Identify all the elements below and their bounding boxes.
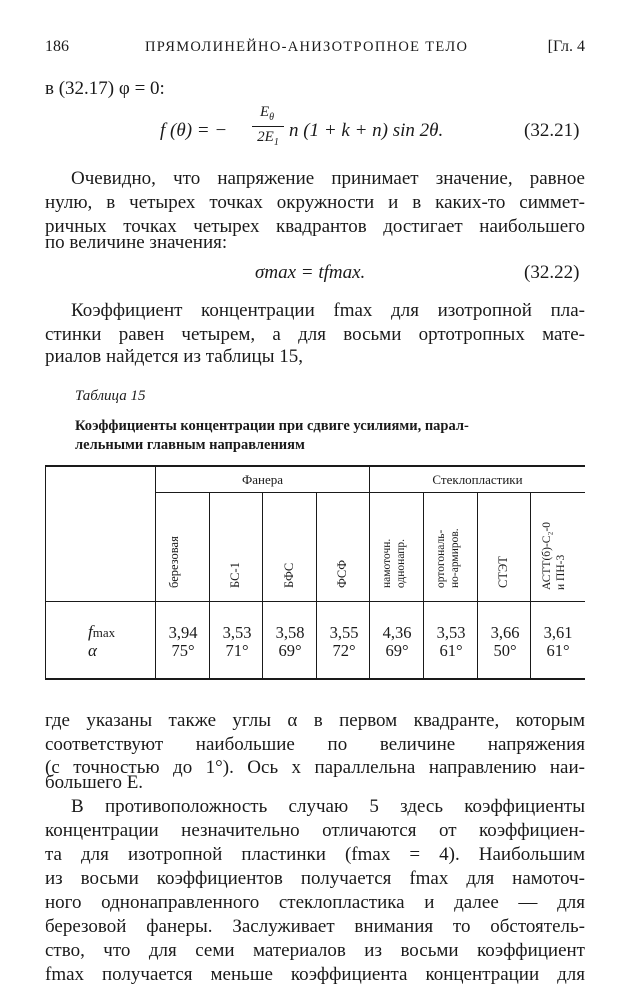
eq1-fraction-denominator: $2E_1$ [257,129,279,148]
intro-line: в (32.17) φ = 0: [45,78,165,99]
cell-alpha: 61° [546,641,570,660]
chapter-marker: [Гл. 4 [547,38,585,55]
para4-line: ного однонаправленного стеклопластика и далее — для [45,892,585,913]
para2-line: Коэффициент концентрации fmax для изотропной пла- [71,300,585,321]
group-header-fiberglass: Стеклопластики [432,472,523,487]
table-caption-line: Коэффициенты концентрации при сдвиге усилиями, парал- [75,418,469,434]
cell-fmax: 3,66 [490,623,520,642]
column-header: намоточн. однонапр. [381,538,407,588]
para1-line: Очевидно, что напряжение принимает значение, равное [71,168,585,189]
column-header: ФСФ [335,559,349,588]
eq1-lhs: f (θ) = − [160,120,228,141]
table-caption-line: лельными главным направлениям [75,437,305,453]
column-header: березовая [167,536,181,588]
para3-line: соответствуют наибольшие по величине напряжения [45,734,585,755]
row-label-alpha: α [88,641,97,660]
cell-fmax: 3,61 [543,623,573,642]
cell-fmax: 3,55 [329,623,359,642]
table-label: Таблица 15 [75,388,146,404]
para1-line: ричных точках четырех квадрантов достигает наибольшего [45,216,585,237]
cell-fmax: 3,58 [275,623,305,642]
para3-line: где указаны также углы α в первом квадранте, которым [45,710,585,731]
cell-fmax: 3,53 [222,623,252,642]
table-header-rule [45,601,585,602]
cell-alpha: 75° [171,641,195,660]
eq1-number: (32.21) [524,120,580,141]
column-header: ортогональ- но-армиров. [435,528,461,588]
eq1-fraction-numerator: $E_\theta$ [259,104,275,123]
para4-line: концентрации незначительно отличаются от коэффициен- [45,820,585,841]
para3-line: большего E. [45,772,144,793]
para4-line: ство, что для семи материалов из восьми коэффициент [45,940,585,961]
group-header-plywood: Фанера [241,472,284,487]
fraction-bar [252,126,284,127]
para1-line: по величине значения: [45,232,228,253]
running-title: ПРЯМОЛИНЕЙНО-АНИЗОТРОПНОЕ ТЕЛО [145,39,469,55]
cell-fmax: 4,36 [382,623,412,642]
para2-line: стинки равен четырем, а для восьми ортотропных мате- [45,324,585,345]
cell-fmax: 3,94 [168,623,198,642]
eq1-rhs: n (1 + k + n) sin 2θ. [289,120,444,141]
cell-alpha: 61° [439,641,463,660]
table-group-rule [155,492,585,493]
eq2-number: (32.22) [524,262,580,283]
table-left-border [45,465,46,679]
para2-line: риалов найдется из таблицы 15, [45,346,303,367]
column-header: БС-1 [228,562,242,588]
para4-line: из восьми коэффициентов получается fmax для намоточ- [45,868,585,889]
cell-alpha: 69° [385,641,409,660]
para1-line: нулю, в четырех точках окружности и в каких-то симмет- [45,192,585,213]
para4-line: В противоположность случаю 5 здесь коэффициенты [71,796,585,817]
cell-fmax: 3,53 [436,623,466,642]
column-header: БФС [282,562,296,588]
table-top-rule [45,465,585,467]
table-bottom-rule [45,678,585,680]
cell-alpha: 50° [493,641,517,660]
para4-line: fmax получается меньше коэффициента концентрации для [45,964,585,985]
para4-line: та для изотропной пластинки (fmax = 4). Наибольшим [45,844,585,865]
column-header: АСТТ(б)-С₂-0 и ПН-3 [541,521,567,590]
column-header: СТЭТ [496,556,510,588]
equation-32-22: σmax = tfmax. [255,262,366,283]
cell-alpha: 69° [278,641,302,660]
page-header [45,38,585,62]
para3-line: (с точностью до 1°). Ось x параллельна направлению наи- [45,757,585,778]
para4-line: березовой фанеры. Заслуживает внимания то обстоятель- [45,916,585,937]
row-label-fmax: fmax [88,622,116,641]
cell-alpha: 72° [332,641,356,660]
cell-alpha: 71° [225,641,249,660]
page-number: 186 [45,38,69,55]
